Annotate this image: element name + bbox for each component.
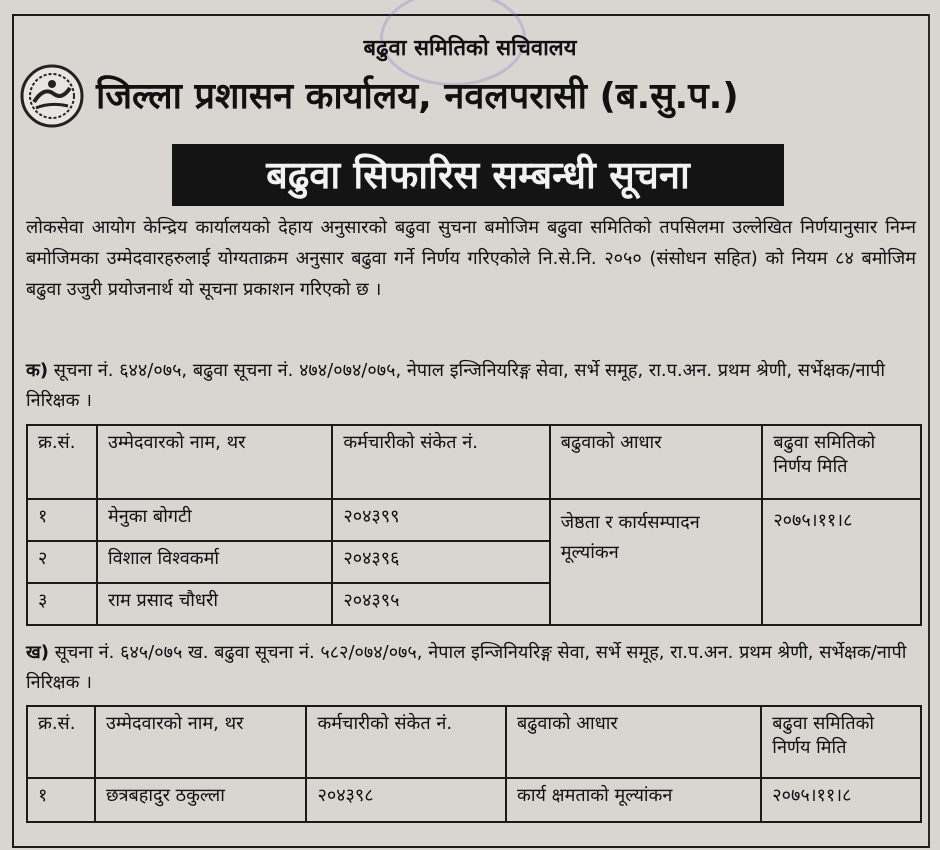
col-header-name: उम्मेदवारको नाम, थर — [97, 425, 332, 499]
cell-code: २०४३९६ — [332, 541, 549, 583]
section-b-text: सूचना नं. ६४५/०७५ ख. बढुवा सूचना नं. ५८२/०७४/०७५, नेपाल इन्जिनियरिङ्ग सेवा, सर्भे समूह, रा.प.अन. प्रथम श्रेणी, सर्भेक्षक/नापी निरिक्षक । — [26, 642, 907, 693]
cell-basis: जेष्ठता र कार्यसम्पादन मूल्यांकन — [550, 499, 763, 625]
nepal-government-emblem-icon — [20, 64, 84, 128]
cell-name: मेनुका बोगटी — [97, 499, 332, 541]
col-header-date: बढुवा समितिको निर्णय मिति — [762, 425, 921, 499]
section-a-table — [26, 424, 922, 626]
table-header-row — [27, 706, 921, 778]
col-header-sn: क्र.सं. — [27, 425, 97, 499]
col-header-basis: बढुवाको आधार — [550, 425, 763, 499]
section-b-marker: ख) — [26, 642, 49, 663]
cell-sn: ३ — [27, 583, 97, 625]
cell-name: विशाल विश्वकर्मा — [97, 541, 332, 583]
cell-sn: २ — [27, 541, 97, 583]
secretariat-heading: बढुवा समितिको सचिवालय — [363, 36, 577, 61]
cell-date: २०७५।११।८ — [761, 778, 921, 822]
table-header-row — [27, 425, 921, 499]
table-row — [27, 499, 921, 541]
section-b-table — [26, 705, 922, 823]
cell-name: छत्रबहादुर ठकुल्ला — [95, 778, 307, 822]
cell-basis: कार्य क्षमताको मूल्यांकन — [506, 778, 761, 822]
col-header-basis: बढुवाको आधार — [506, 706, 761, 778]
intro-paragraph: लोकसेवा आयोग केन्द्रिय कार्यालयको देहाय अनुसारको बढुवा सुचना बमोजिम बढुवा समितिको तपसिलमा उल्लेखित निर्णयानुसार निम्न बमोजिमका उम्मेदवारहरुलाई योग्यताक्रम अनुसार बढुवा गर्ने निर्णय गरिएकोले नि.से.नि. २०५० (संसोधन सहित) को नियम ८४ बमोजिम बढुवा उजुरी प्रयोजनार्थ यो सूचना प्रकाशन गरिएको छ । — [26, 217, 916, 300]
section-b-heading — [26, 638, 922, 698]
cell-code: २०४३९५ — [332, 583, 549, 625]
col-header-sn: क्र.सं. — [27, 706, 95, 778]
section-a-heading — [26, 356, 922, 416]
cell-date: २०७५।११।८ — [762, 499, 921, 625]
section-a-text: सूचना नं. ६४४/०७५, बढुवा सूचना नं. ४७४/०७४/०७५, नेपाल इन्जिनियरिङ्ग सेवा, सर्भे समूह, रा.प.अन. प्रथम श्रेणी, सर्भेक्षक/नापी निरिक्षक । — [26, 360, 886, 411]
cell-sn: १ — [27, 778, 95, 822]
table-row — [27, 778, 921, 822]
section-a-marker: क) — [26, 360, 49, 381]
col-header-code: कर्मचारीको संकेत नं. — [306, 706, 506, 778]
cell-sn: १ — [27, 499, 97, 541]
cell-name: राम प्रसाद चौधरी — [97, 583, 332, 625]
col-header-code: कर्मचारीको संकेत नं. — [332, 425, 549, 499]
notice-title: बढुवा सिफारिस सम्बन्धी सूचना — [172, 144, 784, 206]
col-header-date: बढुवा समितिको निर्णय मिति — [761, 706, 921, 778]
cell-code: २०४३९९ — [332, 499, 549, 541]
col-header-name: उम्मेदवारको नाम, थर — [95, 706, 307, 778]
cell-code: २०४३९८ — [306, 778, 506, 822]
office-name: जिल्ला प्रशासन कार्यालय, नवलपरासी (ब.सु.प.) — [96, 76, 739, 117]
